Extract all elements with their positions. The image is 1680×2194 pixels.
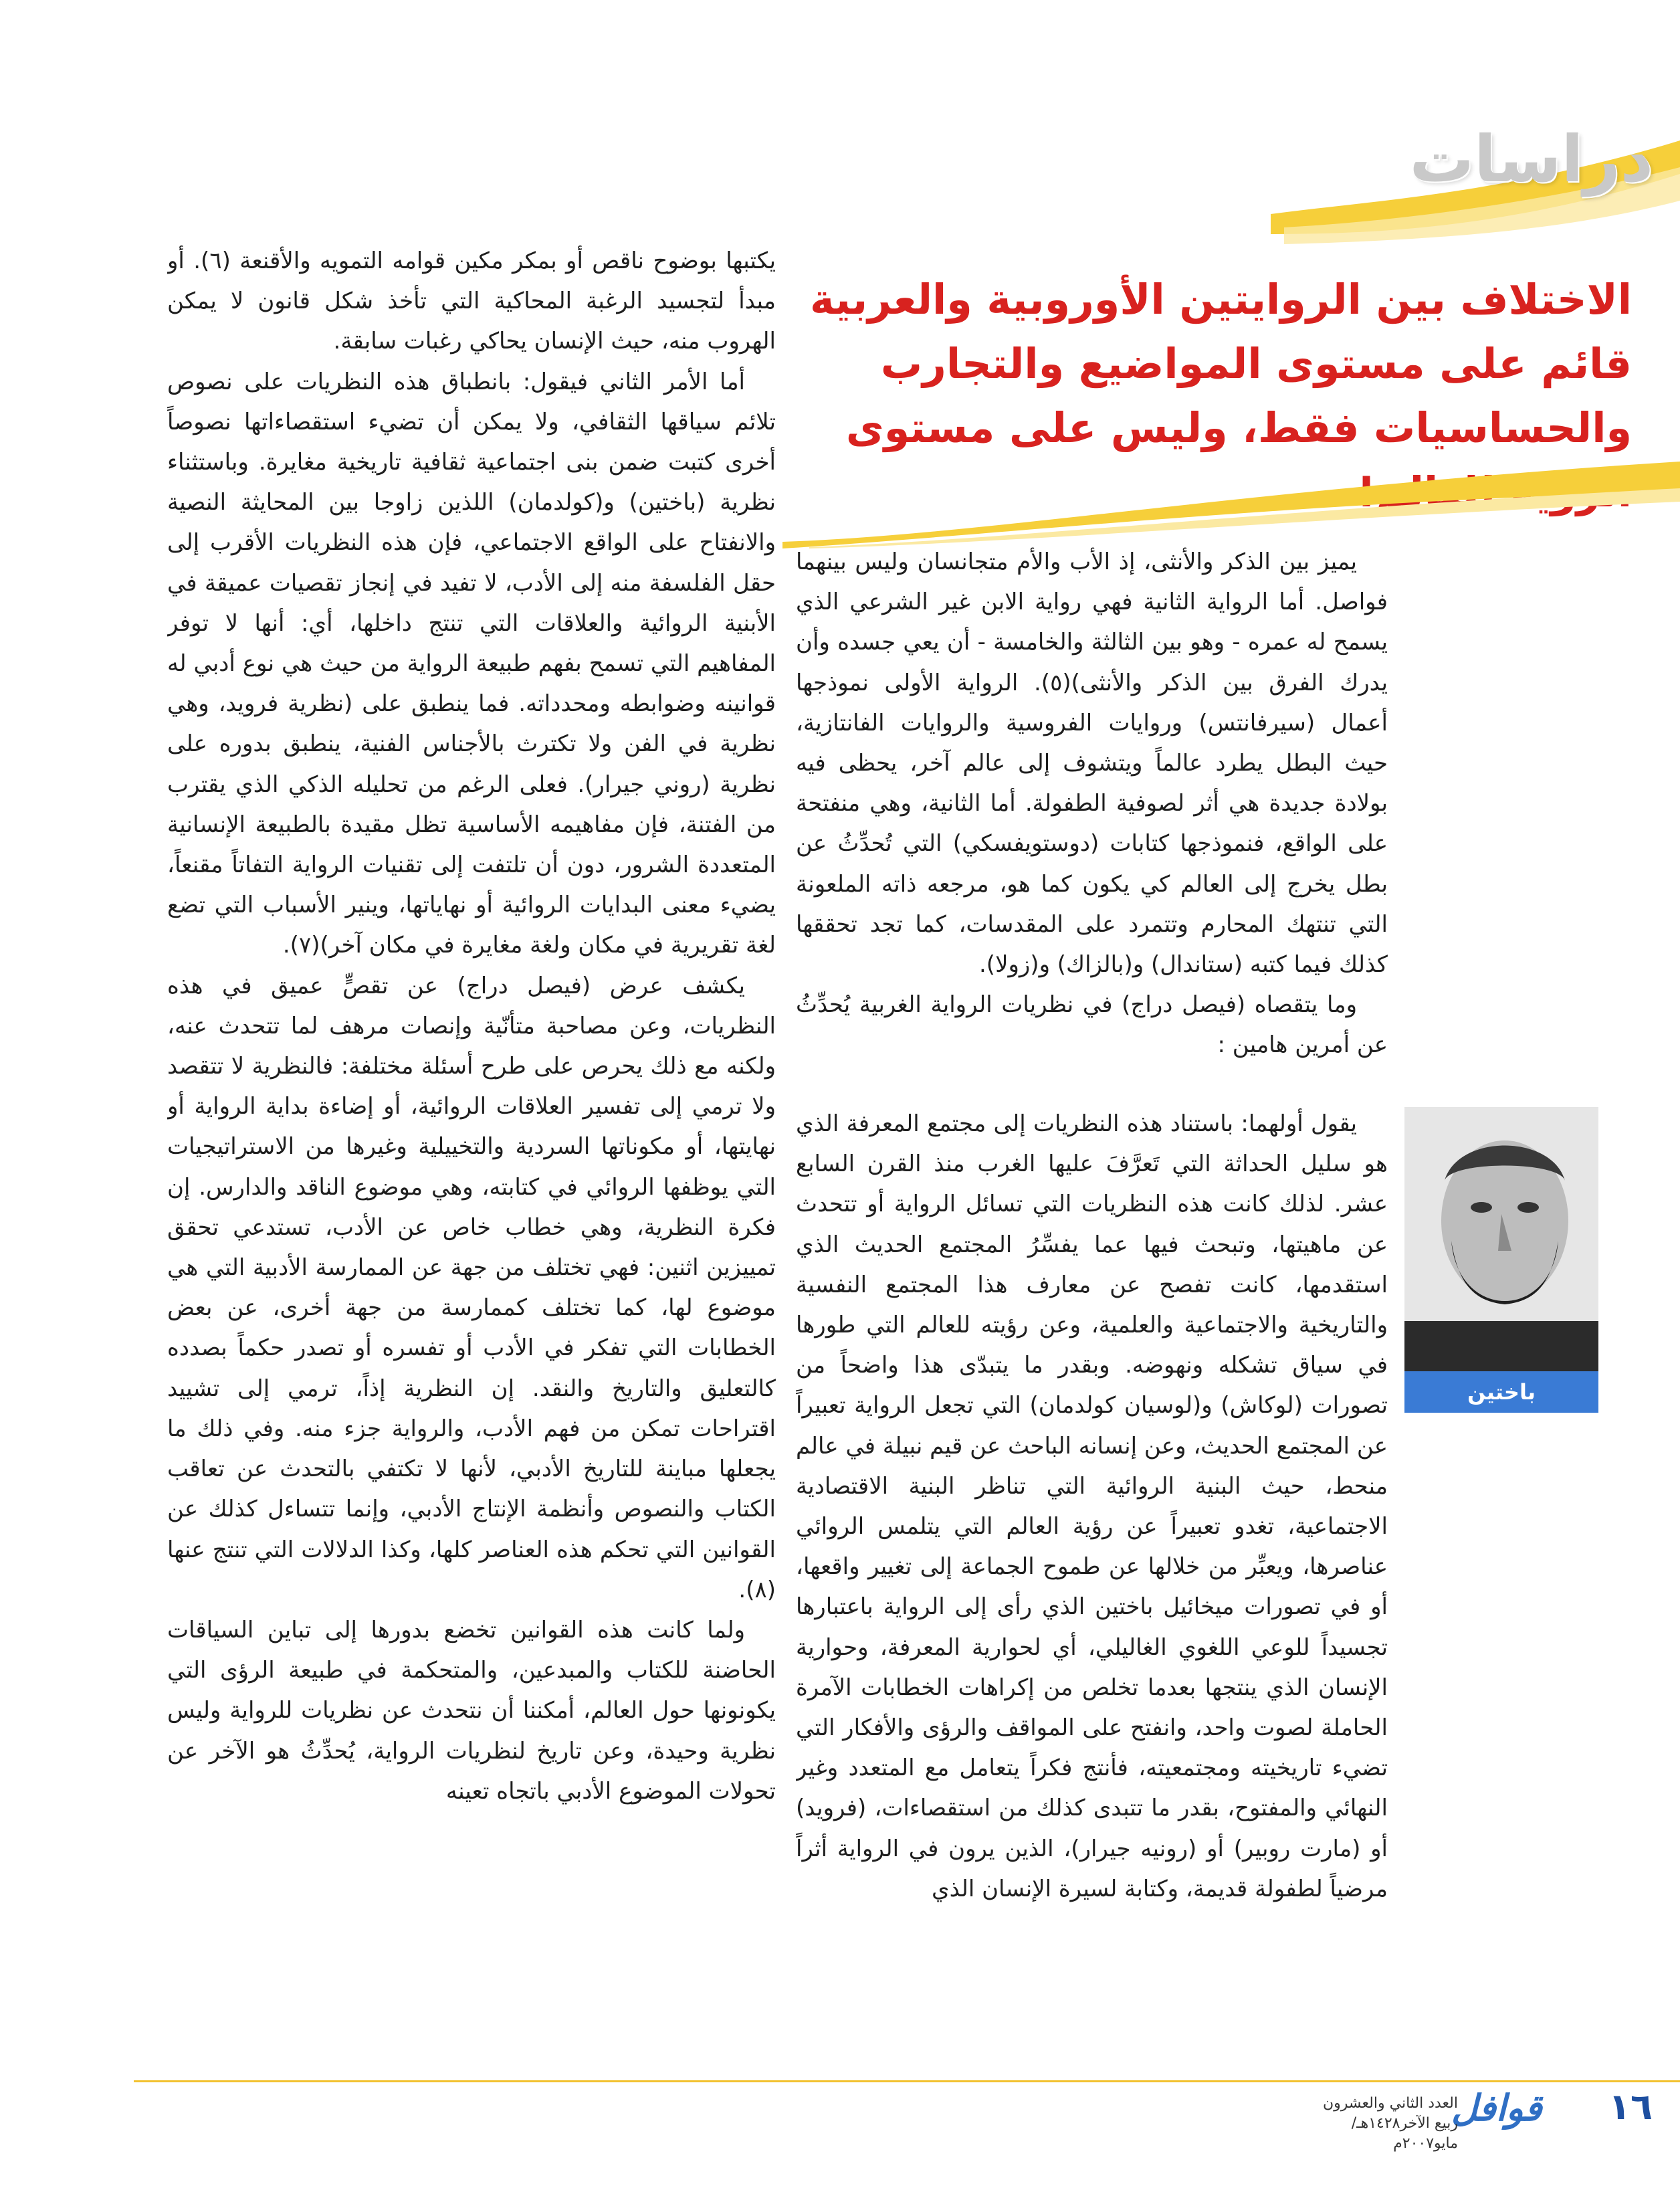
issue-info — [1311, 2094, 1458, 2154]
photo-caption: باختين — [1404, 1371, 1598, 1413]
left-paragraph-3: يكشف عرض (فيصل دراج) عن تقصٍّ عميق في هذه النظريات، وعن مصاحبة متأنّية وإنصات مرهف لما تتحدث عنه، ولكنه مع ذلك يحرص على طرح أسئلة مختلفة: فالنظرية لا تتقصد ولا ترمي إلى تفسير العلاقات الروائية، أو إضاءة بداية الرواية أو نهايتها، أو مكوناتها السردية والتخييلية وغيرها من الاستراتيجيات التي يوظفها الروائي في كتابته، وهي موضوع الناقد والدارس. إن فكرة النظرية، وهي خطاب خاص عن الأدب، تستدعي تحقق تمييزين اثنين: فهي تختلف من جهة عن الممارسة الأدبية التي هي موضوع لها، كما تختلف كممارسة من جهة أخرى، عن بعض الخطابات التي تفكر في الأدب أو تفسره أو تصدر حكماً بصدده كالتعليق والتاريخ والنقد. إن النظرية إذاً، ترمي إلى تشييد اقتراحات تمكن من فهم الأدب، والرواية جزء منه. وفي ذلك ما يجعلها مباينة للتاريخ الأدبي، لأنها لا تكتفي بالتحدث عن تعاقب الكتاب والنصوص وأنظمة الإنتاج الأدبي، وإنما تتساءل كذلك عن القوانين التي تحكم هذه العناصر كلها، وكذا الدلالات التي تنتج عنها (٨). — [167, 972, 776, 1603]
section-title: دراسات — [1409, 122, 1653, 197]
left-paragraph-2: أما الأمر الثاني فيقول: بانطباق هذه النظريات على نصوص تلائم سياقها الثقافي، ولا يمكن أن تضيء استقصاءاتها نصوصاً أخرى كتبت ضمن بنى اجتماعية ثقافية تاريخية مغايرة. وباستثناء نظرية (باختين) و(كولدمان) اللذين زاوجا بين المحايثة النصية والانفتاح على الواقع الاجتماعي، فإن هذه النظريات الأقرب إلى حقل الفلسفة منه إلى الأدب، لا تفيد في إنجاز تقصيات عميقة في الأبنية الروائية والعلاقات التي تنتج داخلها، أي: أنها لا توفر المفاهيم التي تسمح بفهم طبيعة الرواية من حيث هي نوع أدبي له قوانينه وضوابطه ومحدداته. فما ينطبق على (نظرية فرويد، وهي نظرية في الفن ولا تكترث بالأجناس الفنية، ينطبق بدوره على نظرية (روني جيرار). فعلى الرغم من تحليله الذكي الذي يقترب من الفتنة، فإن مفاهيمه الأساسية تظل مقيدة بالطبيعة الإنسانية المتعددة الشرور، دون أن تلتفت إلى تقنيات الرواية التفاتاً مقنعاً، يضيء معنى البدايات الروائية أو نهاياتها، وينير الأسباب التي تضع لغة تقريرية في مكان ولغة مغايرة في مكان آخر)(٧). — [167, 368, 776, 959]
right-paragraph-3: يقول أولهما: باستناد هذه النظريات إلى مجتمع المعرفة الذي هو سليل الحداثة التي تَعرَّفَ عليها الغرب منذ القرن السابع عشر. لذلك كانت هذه النظريات التي تسائل الرواية أو تتحدث عن ماهيتها، وتبحث فيها عما يفسِّرُ المجتمع الحديث الذي استقدمها، كانت تفصح عن معارف هذا المجتمع النفسية والتاريخية والاجتماعية والعلمية، وعن رؤيته للعالم التي طورها في سياق تشكله ونهوضه. وبقدر ما يتبدّى هذا واضحاً من تصورات (لوكاش) و(لوسيان كولدمان) التي تجعل الرواية تعبيراً عن المجتمع الحديث، وعن إنسانه الباحث عن قيم نبيلة في عالم منحط، حيث البنية الروائية التي تناظر البنية الاقتصادية الاجتماعية، تغدو تعبيراً عن رؤية العالم التي يتلمس الروائي عناصرها، ويعبِّر من خلالها عن طموح الجماعة إلى تغيير واقعها، أو في تصورات ميخائيل باختين الذي رأى إلى الرواية باعتبارها تجسيداً للوعي اللغوي الغاليلي، أي لحوارية المعرفة، وحوارية الإنسان الذي ينتجها بعدما تخلص من إكراهات الخطابات الآمرة الحاملة لصوت واحد، وانفتح على المواقف والرؤى والأفكار التي تضيء تاريخيته ومجتمعيته، فأنتج فكراً يتعامل مع المتعدد وغير النهائي والمفتوح، بقدر ما تتبدى كذلك من استقصاءات، (فرويد) أو (مارت روبير) أو (رونيه جيرار)، الذين يرون في الرواية أثراً مرضياً لطفولة قديمة، وكتابة لسيرة الإنسان الذي — [796, 1110, 1388, 1902]
left-column — [167, 241, 776, 2067]
right-paragraph-2: وما يتقصاه (فيصل دراج) في نظريات الرواية الغربية يُحدِّثُ عن أمرين هامين : — [796, 991, 1388, 1059]
magazine-logo: قوافل — [1451, 2087, 1542, 2129]
issue-number: العدد الثاني والعشرون — [1323, 2095, 1458, 2112]
pull-quote-swoosh — [782, 462, 1680, 548]
right-column-top — [796, 542, 1388, 1104]
pull-quote: الاختلاف بين الروايتين الأوروبية والعربية قائم على مستوى المواضيع والتجارب والحساسيات فقط، وليس على مستوى — [809, 275, 1632, 452]
footer-rule — [134, 2080, 1338, 2082]
left-paragraph-4: ولما كانت هذه القوانين تخضع بدورها إلى تباين السياقات الحاضنة للكتاب والمبدعين، والمتحكمة في طبيعة الرؤى التي يكونونها حول العالم، أمكننا أن نتحدث عن نظريات للرواية وليس نظرية وحيدة، وعن تاريخ لنظريات الرواية، يُحدِّثُ هو الآخر عن تحولات الموضوع الأدبي باتجاه تعينه — [167, 1616, 776, 1805]
portrait-illustration — [1404, 1107, 1598, 1371]
footer-rule-accent — [1338, 2080, 1680, 2082]
left-paragraph-1: يكتبها بوضوح ناقص أو بمكر مكين قوامه التمويه والأقنعة (٦). أو مبدأ لتجسيد الرغبة المحاكية التي تأخذ شكل قانون لا يمكن الهروب منه، حيث الإنسان يحاكي رغبات سابقة. — [167, 247, 776, 355]
page-number: ١٦ — [1608, 2086, 1653, 2128]
right-paragraph-1: يميز بين الذكر والأنثى، إذ الأب والأم متجانسان وليس بينهما فواصل. أما الرواية الثانية فهي رواية الابن غير الشرعي الذي يسمح له عمره - وهو بين الثالثة والخامسة - أن يعي جسده وأن يدرك الفرق بين الذكر والأنثى)(٥). الرواية الأولى نموذجها أعمال (سيرفانتس) وروايات الفروسية والروايات الفانتازية، حيث البطل يطرد عالماً ويتشوف إلى عالم آخر، يحظى فيه بولادة جديدة هي أثر لصوفية الطفولة. أما الثانية، وهي منفتحة على الواقع، فنموذجها كتابات (دوستويفسكي) التي تُحدِّثُ عن بطل يخرج إلى العالم كي يكون كما هو، مرجعه ذاته الملعونة التي تنتهك المحارم وتتمرد على المقدسات، كما تجد تحققها كذلك فيما كتبه (ستاندال) و(بالزاك) و(زولا). — [796, 548, 1388, 979]
issue-date: ربيع الآخر١٤٢٨هـ/مايو٢٠٠٧م — [1351, 2115, 1458, 2152]
right-column-bottom — [796, 1104, 1388, 2054]
portrait-photo-bakhtin — [1404, 1107, 1598, 1371]
